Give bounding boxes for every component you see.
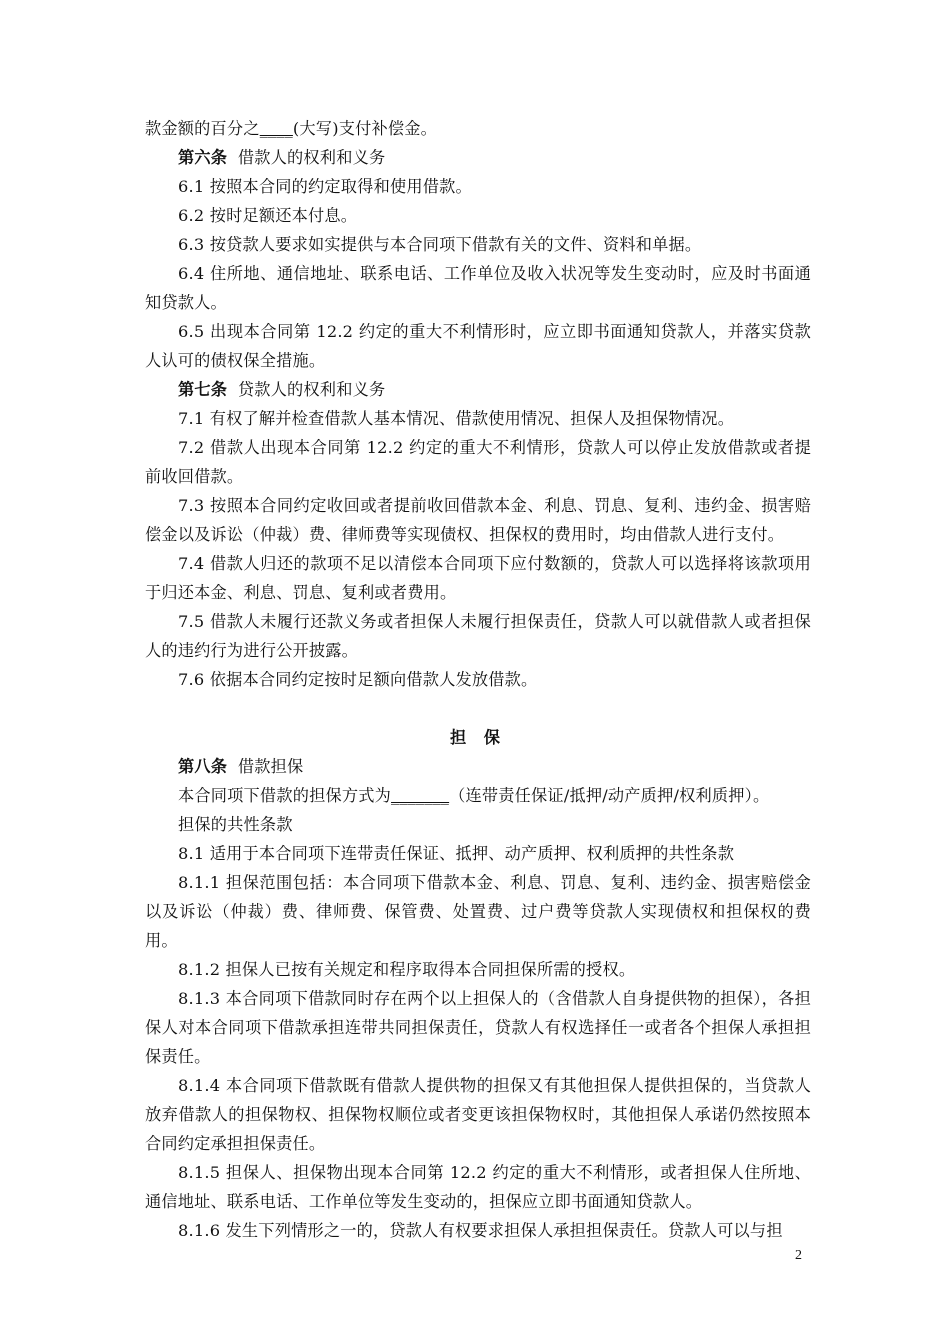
article-title: 借款担保: [237, 757, 304, 776]
clause-7-6: 7.6 依据本合同约定按时足额向借款人发放借款。: [178, 670, 538, 689]
clause-6-1: 6.1 按照本合同的约定取得和使用借款。: [178, 177, 472, 196]
article-number: 第七条: [178, 380, 228, 399]
article-number: 第六条: [178, 148, 228, 167]
clause-8-1-2: 8.1.2 担保人已按有关规定和程序取得本合同担保所需的授权。: [178, 960, 636, 979]
clause-8-1-3: 8.1.3 本合同项下借款同时存在两个以上担保人的（含借款人自身提供物的担保），各担保人对本合同项下借款承担连带共同担保责任，贷款人有权选择任一或者各个担保人承担担保责任。: [145, 989, 811, 1066]
clause-8-1-5: 8.1.5 担保人、担保物出现本合同第 12.2 约定的重大不利情形，或者担保人住所地、通信地址、联系电话、工作单位等发生变动的，担保应立即书面通知贷款人。: [145, 1163, 811, 1211]
text: （连带责任保证/抵押/动产质押/权利质押）。: [449, 786, 770, 805]
article-title: 借款人的权利和义务: [237, 148, 386, 167]
clause-8-1-4: 8.1.4 本合同项下借款既有借款人提供物的担保又有其他担保人提供担保的，当贷款人放弃借款人的担保物权、担保物权顺位或者变更该担保物权时，其他担保人承诺仍然按照本合同约定承担担保责任。: [145, 1076, 811, 1153]
guarantee-method: [145, 781, 811, 810]
clause-7-2: 7.2 借款人出现本合同第 12.2 约定的重大不利情形，贷款人可以停止发放借款或者提前收回借款。: [145, 438, 811, 486]
clause-6-2: 6.2 按时足额还本付息。: [178, 206, 358, 225]
clause-7-5: 7.5 借款人未履行还款义务或者担保人未履行担保责任，贷款人可以就借款人或者担保人的违约行为进行公开披露。: [145, 612, 811, 660]
section-title: 担 保: [449, 728, 506, 747]
clause-6-4: 6.4 住所地、通信地址、联系电话、工作单位及收入状况等发生变动时，应及时书面通知贷款人。: [145, 264, 811, 312]
common-terms-label: 担保的共性条款: [178, 815, 293, 834]
blank-line: [145, 694, 811, 723]
article-8-heading: [145, 752, 811, 781]
clause-7-3: 7.3 按照本合同约定收回或者提前收回借款本金、利息、罚息、复利、违约金、损害赔偿金以及诉讼（仲裁）费、律师费等实现债权、担保权的费用时，均由借款人进行支付。: [145, 496, 811, 544]
clause-8-1: 8.1 适用于本合同项下连带责任保证、抵押、动产质押、权利质押的共性条款: [178, 844, 735, 863]
page-body: [145, 114, 811, 1245]
clause-6-5: 6.5 出现本合同第 12.2 约定的重大不利情形时，应立即书面通知贷款人，并落实贷款人认可的债权保全措施。: [145, 322, 811, 370]
fill-blank: _______: [391, 786, 450, 805]
article-number: 第八条: [178, 757, 228, 776]
clause-7-1: 7.1 有权了解并检查借款人基本情况、借款使用情况、担保人及担保物情况。: [178, 409, 735, 428]
text: (大写)支付补偿金。: [292, 119, 438, 138]
text: 本合同项下借款的担保方式为: [178, 786, 392, 805]
clause-8-1-1: 8.1.1 担保范围包括：本合同项下借款本金、利息、罚息、复利、违约金、损害赔偿金以及诉讼（仲裁）费、律师费、保管费、处置费、过户费等贷款人实现债权和担保权的费用。: [145, 873, 811, 950]
clause-8-1-6: 8.1.6 发生下列情形之一的，贷款人有权要求担保人承担担保责任。贷款人可以与担: [178, 1221, 783, 1240]
text: 款金额的百分之: [145, 119, 260, 138]
clause-7-4: 7.4 借款人归还的款项不足以清偿本合同项下应付数额的，贷款人可以选择将该款项用于归还本金、利息、罚息、复利或者费用。: [145, 554, 811, 602]
fill-blank: ____: [259, 119, 293, 138]
clause-6-3: 6.3 按贷款人要求如实提供与本合同项下借款有关的文件、资料和单据。: [178, 235, 702, 254]
page-number: 2: [795, 1248, 802, 1263]
article-title: 贷款人的权利和义务: [237, 380, 386, 399]
article-6-heading: [145, 143, 811, 172]
article-7-heading: [145, 375, 811, 404]
paragraph-continuation: [145, 114, 811, 143]
